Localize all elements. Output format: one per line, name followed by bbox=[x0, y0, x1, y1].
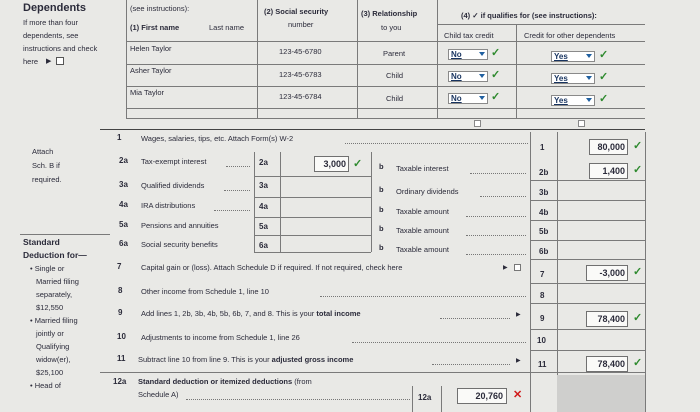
dependent-name[interactable]: Mia Taylor bbox=[130, 88, 165, 97]
check-icon: ✓ bbox=[491, 91, 501, 103]
col1-first-name-header: (1) First name bbox=[130, 23, 180, 32]
std-line: • Married filing bbox=[30, 316, 78, 325]
dependent-name[interactable]: Helen Taylor bbox=[130, 44, 172, 53]
line-6b-label: Taxable amount bbox=[396, 245, 449, 254]
line-9-label-text: Add lines 1, 2b, 3b, 4b, 5b, 6b, 7, and 8. This is your bbox=[141, 309, 317, 318]
agi-input[interactable] bbox=[586, 356, 628, 372]
line-5a-label: Pensions and annuities bbox=[141, 221, 219, 230]
line-box-label: 3b bbox=[539, 188, 549, 197]
select-value: No bbox=[451, 50, 462, 59]
check-icon: ✓ bbox=[353, 158, 363, 170]
line-4a-label: IRA distributions bbox=[141, 201, 196, 210]
check-icon: ✓ bbox=[599, 71, 609, 83]
line-number: 5a bbox=[119, 220, 128, 229]
line-number: 3a bbox=[119, 180, 128, 189]
line-4b-label: Taxable amount bbox=[396, 207, 449, 216]
check-icon: ✓ bbox=[633, 357, 643, 369]
line-number: 8 bbox=[118, 286, 123, 295]
dependents-note-4: here bbox=[23, 57, 39, 66]
line-2b-letter: b bbox=[379, 162, 384, 171]
standard-deduction-title-2: Deduction for— bbox=[23, 250, 87, 260]
check-icon: ✓ bbox=[599, 49, 609, 61]
check-icon: ✓ bbox=[633, 312, 643, 324]
line-5b-letter: b bbox=[379, 224, 384, 233]
total-income-value: 78,400 bbox=[597, 314, 625, 324]
line-number: 12a bbox=[113, 377, 127, 386]
chevron-down-icon bbox=[586, 98, 592, 102]
line-2a-label: Tax-exempt interest bbox=[141, 157, 207, 166]
chevron-down-icon bbox=[586, 54, 592, 58]
std-line: jointly or bbox=[36, 329, 64, 338]
chevron-down-icon bbox=[586, 76, 592, 80]
child-tax-credit-select[interactable] bbox=[448, 49, 488, 60]
check-icon: ✓ bbox=[491, 47, 501, 59]
std-line: • Single or bbox=[30, 264, 65, 273]
line-11-label-bold: adjusted gross income bbox=[271, 355, 354, 364]
line-10-label: Adjustments to income from Schedule 1, line 26 bbox=[141, 333, 300, 342]
dependents-title: Dependents bbox=[23, 2, 86, 14]
chevron-down-icon bbox=[479, 96, 485, 100]
select-value: Yes bbox=[554, 96, 568, 105]
line-box-label: 8 bbox=[540, 291, 545, 300]
std-line: $12,550 bbox=[36, 303, 64, 312]
std-line: widow(er), bbox=[36, 355, 71, 364]
line-3b-label: Ordinary dividends bbox=[396, 187, 459, 196]
wages-value: 80,000 bbox=[597, 142, 625, 152]
other-dependents-select[interactable] bbox=[551, 51, 595, 62]
tax-exempt-interest-input[interactable] bbox=[314, 156, 349, 172]
dependent-ssn[interactable]: 123-45-6780 bbox=[279, 47, 322, 56]
col1-last-name-header: Last name bbox=[209, 23, 245, 32]
std-line: separately, bbox=[36, 290, 73, 299]
standard-deduction-input[interactable] bbox=[457, 388, 507, 404]
arrow-right-icon: ▶ bbox=[503, 265, 508, 271]
check-icon: ✓ bbox=[633, 140, 643, 152]
col2-sub-header: number bbox=[288, 20, 314, 29]
attach-note-2: Sch. B if bbox=[32, 161, 60, 170]
line-11-label bbox=[138, 355, 353, 364]
dependent-ssn[interactable]: 123-45-6783 bbox=[279, 70, 322, 79]
dependents-note-3: instructions and check bbox=[23, 44, 98, 53]
select-value: Yes bbox=[554, 74, 568, 83]
col4-header: (4) ✓ if qualifies for (see instructions): bbox=[461, 11, 597, 20]
std-line: $25,100 bbox=[36, 368, 64, 377]
col1-header: (see instructions): bbox=[130, 4, 190, 13]
line-number: 2a bbox=[119, 156, 128, 165]
tax-exempt-interest-value: 3,000 bbox=[323, 159, 346, 169]
child-tax-credit-select[interactable] bbox=[448, 93, 488, 104]
line-number: 9 bbox=[118, 308, 123, 317]
line-box-label: 4a bbox=[259, 202, 268, 211]
chevron-down-icon bbox=[479, 74, 485, 78]
agi-value: 78,400 bbox=[597, 359, 625, 369]
chevron-down-icon bbox=[479, 52, 485, 56]
check-icon: ✓ bbox=[633, 266, 643, 278]
capital-gain-value: -3,000 bbox=[599, 268, 625, 278]
child-tax-credit-select[interactable] bbox=[448, 71, 488, 82]
arrow-right-icon: ▶ bbox=[516, 312, 521, 318]
line-12a-label bbox=[138, 377, 312, 386]
check-icon: ✓ bbox=[491, 69, 501, 81]
line-box-label: 3a bbox=[259, 181, 268, 190]
line-6a-label: Social security benefits bbox=[141, 240, 218, 249]
capital-gain-input[interactable] bbox=[586, 265, 628, 281]
col3-sub-header: to you bbox=[381, 23, 402, 32]
line-number: 10 bbox=[117, 332, 126, 341]
line-number: 7 bbox=[117, 262, 122, 271]
line-box-label: 6a bbox=[259, 241, 268, 250]
line-1-label: Wages, salaries, tips, etc. Attach Form(s) W-2 bbox=[141, 134, 294, 143]
standard-deduction-title: Standard bbox=[23, 237, 60, 247]
line-box-label: 5b bbox=[539, 227, 549, 236]
line-7-label: Capital gain or (loss). Attach Schedule D if required. If not required, check here bbox=[141, 263, 403, 272]
check-icon: ✓ bbox=[599, 93, 609, 105]
capital-gain-checkbox[interactable] bbox=[514, 264, 521, 271]
line-number: 4a bbox=[119, 200, 128, 209]
select-value: Yes bbox=[554, 52, 568, 61]
more-dependents-checkbox[interactable] bbox=[56, 57, 64, 65]
line-12a-label-tail: (from bbox=[292, 377, 312, 386]
line-number: 1 bbox=[117, 133, 122, 142]
line-12a-label-2: Schedule A) bbox=[138, 390, 179, 399]
other-dependents-select[interactable] bbox=[551, 95, 595, 106]
line-9-label-bold: total income bbox=[316, 309, 361, 318]
line-4b-letter: b bbox=[379, 205, 384, 214]
standard-deduction-value: 20,760 bbox=[475, 391, 503, 401]
line-11-label-text: Subtract line 10 from line 9. This is your bbox=[138, 355, 272, 364]
line-number: 6a bbox=[119, 239, 128, 248]
other-dependents-select[interactable] bbox=[551, 73, 595, 84]
taxable-interest-value: 1,400 bbox=[602, 166, 625, 176]
line-box-label: 12a bbox=[418, 393, 432, 402]
arrow-right-icon: ▶ bbox=[516, 358, 521, 364]
line-9-label bbox=[141, 309, 361, 318]
dependent-ssn[interactable]: 123-45-6784 bbox=[279, 92, 322, 101]
total-income-input[interactable] bbox=[586, 311, 628, 327]
extra-checkbox[interactable] bbox=[578, 120, 585, 127]
col3-header: (3) Relationship bbox=[361, 9, 418, 18]
extra-checkbox[interactable] bbox=[474, 120, 481, 127]
col4-child-tax-credit-header: Child tax credit bbox=[444, 31, 494, 40]
line-box-label: 9 bbox=[540, 314, 545, 323]
line-2b-label: Taxable interest bbox=[396, 164, 449, 173]
line-box-label: 5a bbox=[259, 222, 268, 231]
line-box-label: 7 bbox=[540, 270, 545, 279]
std-line: Qualifying bbox=[36, 342, 70, 351]
arrow-right-icon: ▶ bbox=[46, 58, 52, 65]
dependent-relationship[interactable]: Parent bbox=[383, 49, 406, 58]
check-icon: ✓ bbox=[633, 164, 643, 176]
select-value: No bbox=[451, 72, 462, 81]
std-line: Married filing bbox=[36, 277, 79, 286]
dependent-relationship[interactable]: Child bbox=[386, 94, 404, 103]
line-box-label: 10 bbox=[537, 336, 546, 345]
taxable-interest-input[interactable] bbox=[589, 163, 628, 179]
line-number: 11 bbox=[117, 354, 126, 363]
line-12a-label-bold: Standard deduction or itemized deductions bbox=[138, 377, 293, 386]
col2-header: (2) Social security bbox=[264, 7, 329, 16]
line-3a-label: Qualified dividends bbox=[141, 181, 205, 190]
line-box-label: 4b bbox=[539, 208, 549, 217]
dependents-note-2: dependents, see bbox=[23, 31, 79, 40]
std-line: • Head of bbox=[30, 381, 61, 390]
line-6b-letter: b bbox=[379, 243, 384, 252]
line-box-label: 6b bbox=[539, 247, 549, 256]
select-value: No bbox=[451, 94, 462, 103]
line-box-label: 11 bbox=[538, 360, 547, 369]
line-box-label: 2a bbox=[259, 158, 268, 167]
dependent-relationship[interactable]: Child bbox=[386, 71, 404, 80]
attach-note-3: required. bbox=[32, 175, 62, 184]
col4-other-dependents-header: Credit for other dependents bbox=[524, 31, 616, 40]
dependent-name[interactable]: Asher Taylor bbox=[130, 66, 172, 75]
attach-note-1: Attach bbox=[32, 147, 54, 156]
dependents-note-1: If more than four bbox=[23, 18, 79, 27]
error-x-icon: ✕ bbox=[513, 389, 523, 401]
wages-input[interactable] bbox=[589, 139, 628, 155]
line-8-label: Other income from Schedule 1, line 10 bbox=[141, 287, 269, 296]
line-3b-letter: b bbox=[379, 185, 384, 194]
line-box-label: 2b bbox=[539, 168, 549, 177]
line-5b-label: Taxable amount bbox=[396, 226, 449, 235]
line-box-label: 1 bbox=[540, 143, 545, 152]
